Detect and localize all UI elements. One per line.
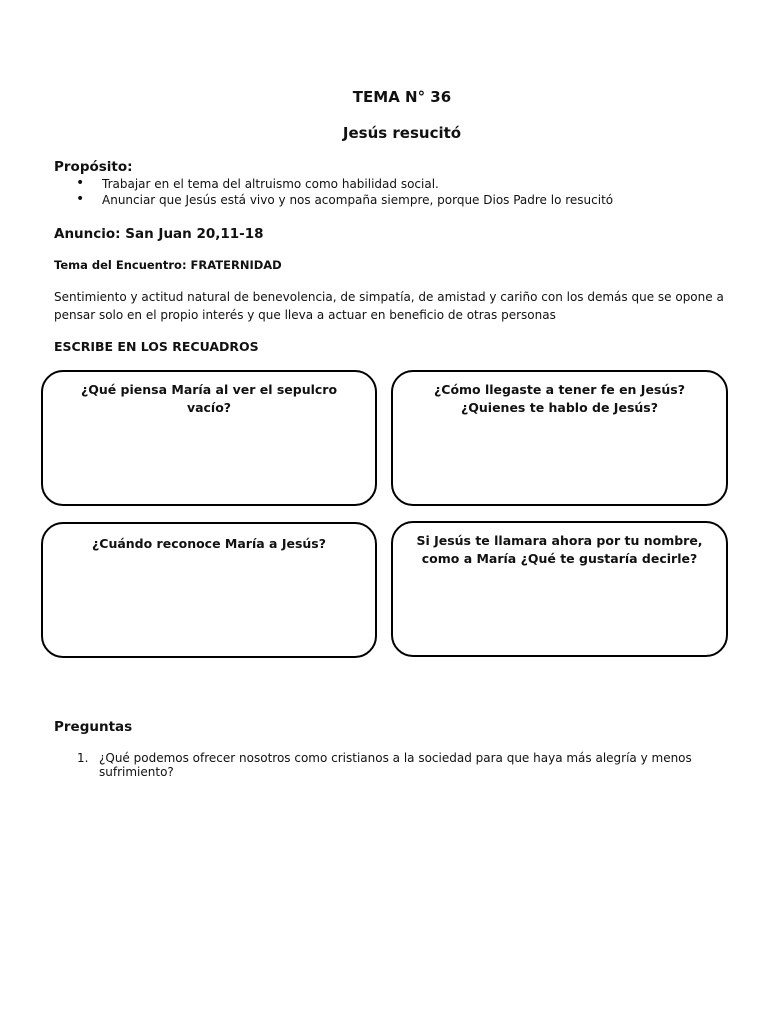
page-subtitle: Jesús resucitó: [342, 124, 462, 142]
answer-box-prompt: ¿Cuándo reconoce María a Jesús?: [92, 536, 326, 551]
answer-box-prompt: ¿Qué piensa María al ver el sepulcro vacío?: [80, 382, 338, 415]
answer-box-3[interactable]: [41, 522, 377, 658]
answer-box-2[interactable]: [391, 370, 728, 506]
question-text: ¿Qué podemos ofrecer nosotros como cristianos a la sociedad para que haya más alegría y menos sufrimiento?: [99, 751, 692, 779]
questions-heading: Preguntas: [54, 719, 133, 735]
purpose-heading: Propósito:: [54, 159, 133, 175]
definition-paragraph: Sentimiento y actitud natural de benevolencia, de simpatía, de amistad y cariño con los demás que se opone a pensar solo en el propio interés y que lleva a actuar en beneficio de otras personas: [54, 290, 724, 322]
questions-list: [54, 751, 768, 779]
page-title: TEMA N° 36: [352, 88, 452, 106]
purpose-item: • Trabajar en el tema del altruismo como habilidad social.: [56, 176, 756, 192]
question-item: [54, 751, 768, 779]
purpose-list: [56, 176, 756, 208]
purpose-item: • Anunciar que Jesús está vivo y nos acompaña siempre, porque Dios Padre lo resucitó: [56, 192, 756, 208]
meeting-theme: Tema del Encuentro: FRATERNIDAD: [54, 258, 282, 272]
question-number: 1.: [77, 751, 89, 765]
answer-box-prompt: ¿Cómo llegaste a tener fe en Jesús?¿Quienes te hablo de Jesús?: [434, 382, 685, 415]
boxes-heading: ESCRIBE EN LOS RECUADROS: [54, 339, 259, 354]
answer-box-1[interactable]: [41, 370, 377, 506]
answer-box-4[interactable]: [391, 521, 728, 657]
announcement: Anuncio: San Juan 20,11-18: [54, 226, 264, 242]
answer-box-prompt: Si Jesús te llamara ahora por tu nombre, como a María ¿Qué te gustaría decirle?: [416, 533, 703, 566]
